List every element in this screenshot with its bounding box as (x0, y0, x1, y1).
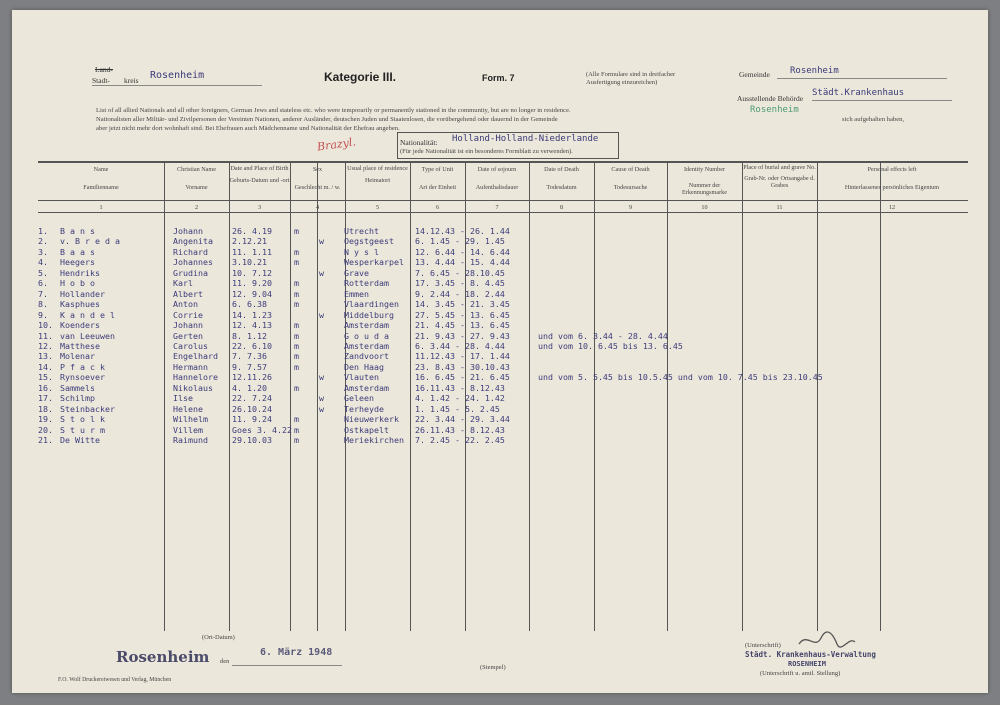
col-6-header: Type of Unit Art der Einheit (418, 166, 457, 191)
table-row (38, 278, 968, 289)
col-3-number: 3 (257, 204, 262, 211)
cell-name: S t u r m (60, 424, 105, 435)
cell-n: 1. (38, 226, 48, 236)
cell-n: 18. (38, 403, 53, 414)
cell-home: Nieuwerkerk (344, 414, 399, 425)
cell-birth: Goes 3. 4.22 (232, 424, 292, 435)
stadt-prefix: Stadt- (92, 76, 110, 85)
form-note-1: (Alle Formulare sind in dreifacher (586, 71, 676, 78)
cell-n: 5. (38, 267, 48, 278)
col-2-number: 2 (194, 204, 199, 211)
cell-home: Vlauten (344, 372, 379, 383)
cell-first: Angenita (173, 236, 213, 247)
gemeinde-value: Rosenheim (790, 66, 839, 76)
cell-home: N y s l (344, 246, 379, 257)
document-sheet (12, 10, 988, 693)
cell-stay: 17. 3.45 - 8. 4.45 (415, 278, 505, 289)
cell-first: Hannelore (173, 372, 218, 383)
intro-german-3: aber jetzt nicht mehr dort wohnhaft sind. Bei Ehefrauen auch Mädchenname und Nationalität der Ehefrau angeben. (96, 125, 400, 132)
behoerde-stamp: Rosenheim (750, 105, 799, 115)
cell-name: S t o l k (60, 414, 105, 425)
intro-german-1: Nationalisten aller Militär- und Zivilpersonen der Vereinten Nationen, anderer Ausländer, deutschen Juden und Staatenlosen, die vorübergehend oder dauernd in der Gemeinde (96, 116, 558, 123)
cell-name: Schilmp (60, 393, 95, 404)
cell-name: K a n d e l (60, 309, 115, 320)
cell-home: Amsterdam (344, 382, 389, 393)
form-note-2: Ausfertigung einzureichen) (586, 79, 658, 86)
cell-sex: w (319, 403, 324, 414)
cell-n: 8. (38, 299, 48, 310)
cell-home: Den Haag (344, 361, 384, 372)
cell-n: 16. (38, 382, 53, 393)
table-number-rule (38, 212, 968, 213)
cell-sex: m (294, 414, 299, 425)
col-9-number: 9 (628, 204, 633, 211)
cell-birth: 9. 7.57 (232, 361, 267, 372)
cell-birth: 22. 7.24 (232, 393, 272, 404)
table-row (38, 404, 968, 415)
cell-first: Johann (173, 320, 203, 331)
col-12-header: Personal effects left Hinterlassenes persönliches Eigentum (844, 166, 940, 191)
table-row (38, 362, 968, 373)
cell-birth: 14. 1.23 (232, 309, 272, 320)
gemeinde-label: Gemeinde (739, 70, 770, 79)
cell-name: P f a c k (60, 361, 105, 372)
intro-german-2: sich aufgehalten haben, (842, 116, 905, 123)
col-2-header: Christian Name Vorname (176, 166, 216, 191)
col-7-number: 7 (495, 204, 499, 211)
cell-sex: w (319, 309, 324, 320)
behoerde-label: Ausstellende Behörde (737, 94, 804, 103)
kreis-suffix: kreis (124, 76, 139, 85)
cell-home: Oegstgeest (344, 236, 394, 247)
table-row (38, 351, 968, 362)
cell-home: Amsterdam (344, 320, 389, 331)
cell-stay: 16. 6.45 - 21. 6.45 (415, 372, 510, 383)
cell-name: De Witte (60, 435, 100, 445)
cell-first: Anton (173, 299, 198, 310)
cell-name: v. B r e d a (60, 236, 120, 247)
cell-first: Carolus (173, 340, 208, 351)
cell-birth: 7. 7.36 (232, 351, 267, 362)
printer-imprint: F.O. Wolf Druckereiwesen und Verlag, München (58, 677, 172, 683)
cell-name: van Leeuwen (60, 330, 115, 341)
cell-sex: m (294, 278, 299, 289)
col-1-number: 1 (99, 204, 103, 211)
col-1-header: Name Familienname (83, 166, 119, 191)
col-9-header: Cause of Death Todesursache (611, 166, 650, 191)
table-row (38, 331, 968, 342)
table-row (38, 383, 968, 394)
cell-name: H o b o (60, 278, 95, 289)
cell-stay: 6. 3.44 - 28. 4.44 (415, 340, 505, 351)
cell-stay: 13. 4.44 - 15. 4.44 (415, 257, 510, 268)
cell-first: Raimund (173, 435, 208, 445)
cell-n: 7. (38, 288, 48, 299)
cell-note: und vom 10. 6.45 bis 13. 6.45 (538, 340, 683, 351)
cell-first: Nikolaus (173, 382, 213, 393)
cell-n: 13. (38, 351, 53, 362)
handwritten-note: Brazyl. (316, 135, 357, 154)
table-row (38, 257, 968, 268)
cell-n: 12. (38, 340, 53, 351)
place-stamp: Rosenheim (116, 648, 210, 666)
cell-sex: m (294, 257, 299, 268)
table-row (38, 341, 968, 352)
cell-stay: 22. 3.44 - 29. 3.44 (415, 414, 510, 425)
cell-home: Utrecht (344, 226, 379, 236)
col-5-number: 5 (375, 204, 380, 211)
col-11-number: 11 (776, 204, 783, 211)
col-7-header: Date of sojourn Aufenthaltsdauer (475, 166, 519, 191)
signature-stamp-line2: ROSENHEIM (788, 660, 826, 668)
nationality-note: (Für jede Nationalität ist ein besonderes Formblatt zu verwenden). (400, 148, 573, 155)
cell-stay: 21. 4.45 - 13. 6.45 (415, 320, 510, 331)
land-prefix: Land- (95, 65, 113, 74)
cell-first: Johannes (173, 257, 213, 268)
nationality-value: Holland-Holland-Niederlande (452, 134, 599, 144)
table-row (38, 268, 968, 279)
cell-sex: w (319, 372, 324, 383)
cell-sex: m (294, 424, 299, 435)
cell-first: Johann (173, 226, 203, 236)
cell-first: Grudina (173, 267, 208, 278)
cell-birth: 12. 4.13 (232, 320, 272, 331)
cell-n: 3. (38, 246, 48, 257)
cell-stay: 1. 1.45 - 5. 2.45 (415, 403, 500, 414)
cell-sex: m (294, 288, 299, 299)
cell-birth: 26. 4.19 (232, 226, 272, 236)
cell-name: Hollander (60, 288, 105, 299)
col-4-header: Sex Geschlecht m. / w. (294, 166, 341, 191)
cell-first: Hermann (173, 361, 208, 372)
table-row (38, 236, 968, 247)
intro-english: List of all allied Nationals and all other foreigners, German Jews and stateless etc. who were temporarily or permanently stationed in the community, but are no longer in residence. (96, 107, 571, 114)
place-label: (Ort-Datum) (202, 634, 235, 641)
cell-name: Kasphues (60, 299, 100, 310)
cell-first: Albert (173, 288, 203, 299)
cell-stay: 12. 6.44 - 14. 6.44 (415, 246, 510, 257)
cell-sex: m (294, 340, 299, 351)
cell-name: Molenar (60, 351, 95, 362)
cell-birth: 2.12.21 (232, 236, 267, 247)
cell-sex: w (319, 236, 324, 247)
cell-birth: 22. 6.10 (232, 340, 272, 351)
table-row (38, 393, 968, 404)
cell-sex: m (294, 299, 299, 310)
cell-n: 9. (38, 309, 48, 320)
cell-birth: 6. 6.38 (232, 299, 267, 310)
col-10-header: Identity Number Nummer der Erkennungsmarke (681, 166, 728, 196)
col-8-number: 8 (559, 204, 564, 211)
cell-first: Ilse (173, 393, 193, 404)
table-row (38, 414, 968, 425)
cell-name: Hendriks (60, 267, 100, 278)
cell-home: Grave (344, 267, 369, 278)
cell-name: B a n s (60, 226, 95, 236)
cell-note: und vom 5. 5.45 bis 10.5.45 und vom 10. 7.45 bis 23.10.45 (538, 372, 823, 383)
col-4-number: 4 (315, 204, 320, 211)
cell-birth: 29.10.03 (232, 435, 272, 445)
table-row (38, 226, 968, 237)
cell-birth: 3.10.21 (232, 257, 267, 268)
cell-sex: w (319, 393, 324, 404)
cell-first: Corrie (173, 309, 203, 320)
cell-birth: 11. 1.11 (232, 246, 272, 257)
cell-home: Meriekirchen (344, 435, 404, 445)
cell-stay: 7. 6.45 - 28.10.45 (415, 267, 505, 278)
cell-first: Karl (173, 278, 193, 289)
cell-stay: 4. 1.42 - 24. 1.42 (415, 393, 505, 404)
kreis-value: Rosenheim (150, 70, 205, 81)
cell-birth: 11. 9.20 (232, 278, 272, 289)
cell-home: G o u d a (344, 330, 389, 341)
cell-name: Rynsoever (60, 372, 105, 383)
behoerde-value: Städt.Krankenhaus (812, 88, 905, 98)
cell-n: 19. (38, 414, 53, 425)
table-row (38, 289, 968, 300)
table-row (38, 435, 968, 446)
cell-home: Emmen (344, 288, 369, 299)
cell-first: Helene (173, 403, 203, 414)
table-row (38, 425, 968, 436)
cell-home: Middelburg (344, 309, 394, 320)
den-label: den (220, 658, 230, 665)
cell-birth: 26.10.24 (232, 403, 272, 414)
cell-first: Villem (173, 424, 203, 435)
cell-sex: m (294, 226, 299, 236)
col-11-header: Place of burial and grave No. Grab-Nr. oder Ortsangabe d. Grabes (743, 164, 816, 189)
cell-sex: m (294, 330, 299, 341)
signature-label: (Unterschrift) (745, 642, 781, 649)
cell-home: Ostkapelt (344, 424, 389, 435)
cell-stay: 7. 2.45 - 22. 2.45 (415, 435, 505, 445)
cell-sex: w (319, 267, 324, 278)
cell-name: Matthese (60, 340, 100, 351)
cell-sex: m (294, 382, 299, 393)
col-12-number: 12 (888, 204, 896, 211)
form-number: Form. 7 (482, 73, 515, 83)
table-row (38, 310, 968, 321)
cell-birth: 8. 1.12 (232, 330, 267, 341)
cell-n: 4. (38, 257, 48, 268)
table-header-rule (38, 200, 968, 201)
cell-stay: 14.12.43 - 26. 1.44 (415, 226, 510, 236)
stempel-label: (Stempel) (480, 664, 506, 671)
cell-n: 6. (38, 278, 48, 289)
cell-home: Amsterdam (344, 340, 389, 351)
cell-home: Rotterdam (344, 278, 389, 289)
cell-birth: 12. 9.04 (232, 288, 272, 299)
cell-n: 17. (38, 393, 53, 404)
cell-stay: 23. 8.43 - 30.10.43 (415, 361, 510, 372)
cell-stay: 21. 9.43 - 27. 9.43 (415, 330, 510, 341)
signature-scribble (797, 630, 857, 652)
cell-n: 20. (38, 424, 53, 435)
cell-sex: m (294, 320, 299, 331)
kategorie-title: Kategorie III. (324, 70, 397, 84)
cell-n: 21. (38, 435, 53, 445)
signature-stamp-line1: Städt. Krankenhaus-Verwaltung (745, 650, 876, 659)
cell-note: und vom 6. 3.44 - 28. 4.44 (538, 330, 668, 341)
col-10-number: 10 (701, 204, 708, 211)
cell-name: Sammels (60, 382, 95, 393)
cell-first: Gerten (173, 330, 203, 341)
table-row (38, 247, 968, 258)
cell-stay: 16.11.43 - 8.12.43 (415, 382, 505, 393)
col-5-header: Usual place of residence Heimatort (347, 165, 408, 184)
cell-n: 2. (38, 236, 48, 247)
cell-name: Heegers (60, 257, 95, 268)
cell-home: Terheyde (344, 403, 384, 414)
col-8-header: Date of Death Todesdatum (544, 166, 579, 191)
table-top-border (38, 161, 968, 163)
cell-sex: m (294, 435, 299, 445)
cell-n: 15. (38, 372, 53, 383)
cell-n: 10. (38, 320, 53, 331)
table-row (38, 299, 968, 310)
cell-stay: 26.11.43 - 8.12.43 (415, 424, 505, 435)
cell-first: Richard (173, 246, 208, 257)
cell-home: Vlaardingen (344, 299, 399, 310)
col-3-header: Date and Place of Birth Geburts-Datum und -ort (229, 165, 290, 184)
table-row (38, 320, 968, 331)
cell-birth: 12.11.26 (232, 372, 272, 383)
cell-home: Zandvoort (344, 351, 389, 362)
cell-home: Geleen (344, 393, 374, 404)
cell-name: B a a s (60, 246, 95, 257)
cell-n: 11. (38, 330, 53, 341)
cell-first: Engelhard (173, 351, 218, 362)
cell-stay: 27. 5.45 - 13. 6.45 (415, 309, 510, 320)
cell-n: 14. (38, 361, 53, 372)
cell-sex: m (294, 361, 299, 372)
cell-home: Wesperkarpel (344, 257, 404, 268)
date-stamp: 6. März 1948 (260, 647, 333, 658)
cell-name: Koenders (60, 320, 100, 331)
signature-note: (Unterschrift u. amtl. Stellung) (760, 670, 841, 677)
cell-sex: m (294, 351, 299, 362)
cell-birth: 11. 9.24 (232, 414, 272, 425)
cell-stay: 9. 2.44 - 18. 2.44 (415, 288, 505, 299)
nationality-label: Nationalität: (400, 138, 438, 147)
cell-stay: 6. 1.45 - 29. 1.45 (415, 236, 505, 247)
table-row (38, 372, 968, 383)
cell-first: Wilhelm (173, 414, 208, 425)
cell-birth: 10. 7.12 (232, 267, 272, 278)
cell-stay: 14. 3.45 - 21. 3.45 (415, 299, 510, 310)
cell-stay: 11.12.43 - 17. 1.44 (415, 351, 510, 362)
col-6-number: 6 (435, 204, 440, 211)
cell-birth: 4. 1.20 (232, 382, 267, 393)
cell-sex: m (294, 246, 299, 257)
cell-name: Steinbacker (60, 403, 115, 414)
